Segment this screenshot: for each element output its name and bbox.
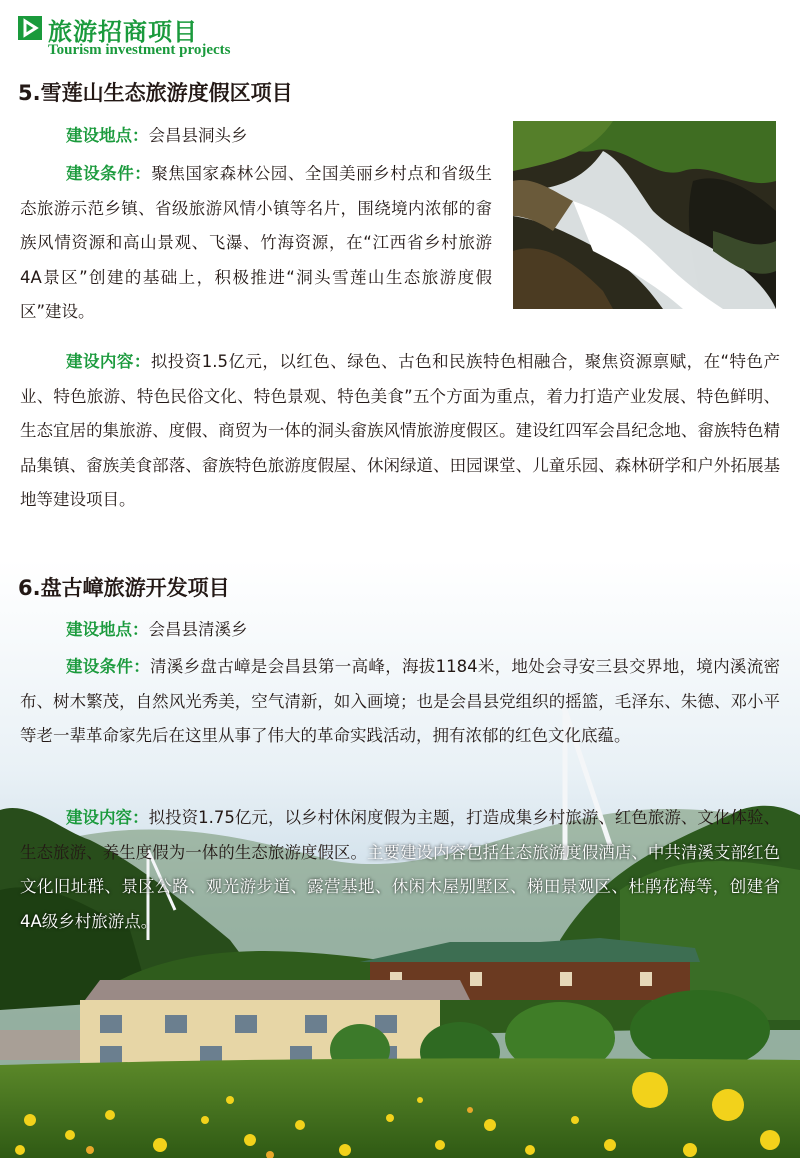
header-subtitle: Tourism investment projects [48,42,231,58]
project5-location-value: 会昌县洞头乡 [148,126,248,145]
project6-conditions-text: 清溪乡盘古嶂是会昌县第一高峰，海拔1184米，地处会寻安三县交界地，境内溪流密布、树木繁茂，自然风光秀美，空气清新，如入画境；也是会昌县党组织的摇篮，毛泽东、朱德、邓小平等老一辈革命家先后在这里从事了伟大的革命实践活动，拥有浓郁的红色文化底蕴。 [20,657,780,745]
header-title: 旅游招商项目 [48,17,198,46]
project5-content-text: 拟投资1.5亿元，以红色、绿色、古色和民族特色相融合，聚焦资源禀赋，在“特色产业、特色旅游、特色民俗文化、特色景观、特色美食”五个方面为重点，着力打造产业发展、特色鲜明、生态宜居的集旅游、度假、商贸为一体的洞头畲族风情旅游度假区。建设红四军会昌纪念地、畲族特色精品集镇、畲族美食部落、畲族特色旅游度假屋、休闲绿道、田园课堂、儿童乐园、森林研学和户外拓展基地等建设项目。 [20,352,780,509]
play-arrow-icon [18,16,42,40]
project5-location [20,119,500,154]
project6-content-text-a: 拟投资1.75亿元，以乡村休闲度假为主题，打造成集乡村旅游、红色旅游、文化体验、生态旅游、养生度假为一体的生态旅游度假区。 [20,808,780,862]
project6-content [20,801,780,939]
project6-location-label: 建设地点： [66,620,149,639]
project6-title: 6.盘古嶂旅游开发项目 [18,576,230,600]
waterfall-photo [513,121,776,309]
project5-conditions-label: 建设条件： [66,164,152,183]
project5-conditions-text: 聚焦国家森林公园、全国美丽乡村点和省级生态旅游示范乡镇、省级旅游风情小镇等名片，围绕境内浓郁的畲族风情资源和高山景观、飞瀑、竹海资源，在“江西省乡村旅游4A景区”创建的基础上，积极推进“洞头雪莲山生态旅游度假区”建设。 [20,164,492,321]
project5-conditions [20,157,492,330]
project6-conditions-label: 建设条件： [66,657,150,676]
project6-conditions [20,650,780,754]
project6-content-label: 建设内容： [66,808,149,827]
project6-content-text-b: 主要建设内容包括生态旅游度假酒店、中共清溪支部红色文化旧址群、景区公路、观光游步道、露营基地、休闲木屋别墅区、梯田景观区、杜鹃花海等，创建省4A级乡村旅游点。 [20,842,781,931]
project6-location-value: 会昌县清溪乡 [148,620,248,639]
project5-location-label: 建设地点： [66,126,149,145]
project6-location [20,613,780,648]
project5-title: 5.雪莲山生态旅游度假区项目 [18,81,293,105]
project5-content-label: 建设内容： [66,352,151,371]
project5-content [20,345,780,518]
